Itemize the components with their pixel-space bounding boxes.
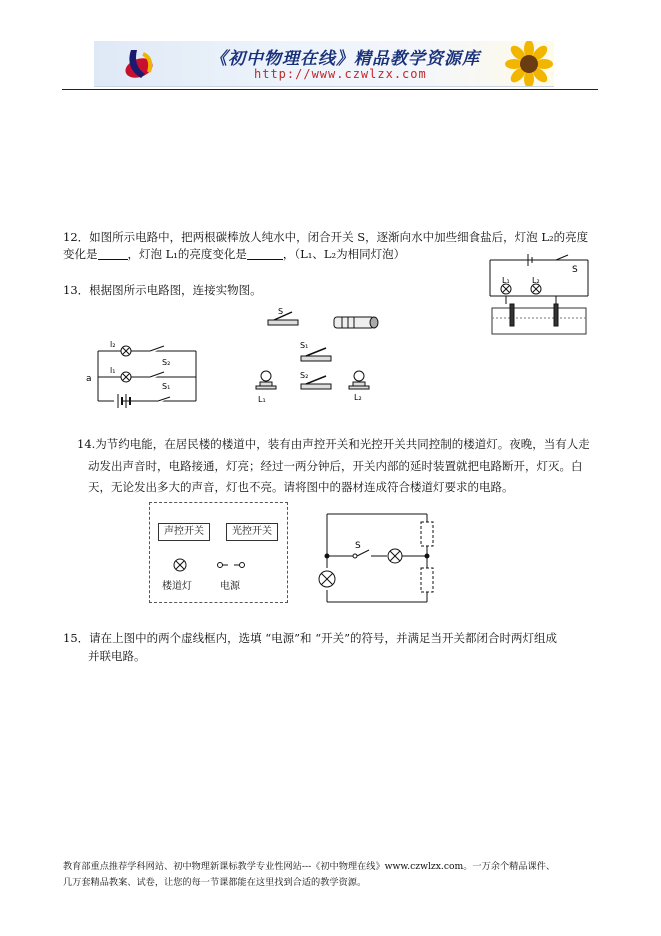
q13-circuit-label-l1: l₁ [110,366,116,375]
q13-circuit-label-s2: S₂ [162,358,171,367]
light-switch-box [226,523,278,541]
q13-physical-label-s2: S₂ [300,371,309,380]
q14-circuit-figure [315,508,435,608]
power-symbol-icon [216,559,246,571]
q12-blank-2[interactable] [247,246,283,260]
q15-line2: 并联电路。 [88,649,146,663]
footer-line1: 教育部重点推荐学科网站、初中物理新课标教学专业性网站---《初中物理在线》www.czwlzx.com。一万余个精品课件、 [63,861,556,872]
power-label: 电源 [220,581,240,592]
q14-label-s: S [355,541,361,551]
q13-circuit-label-s1: S₁ [162,382,171,391]
q14-line1: 14.为节约电能，在居民楼的楼道中，装有由声控开关和光控开关共同控制的楼道灯。夜晚，当有人走 [77,437,590,451]
page-footer [63,859,603,891]
q12-text-b: ，灯泡 L₁的亮度变化是 [127,247,247,261]
q13-physical-components [246,306,396,406]
q12-label-s: S [572,265,578,275]
q14-component-box [149,502,288,603]
sound-switch-label: 声控开关 [164,526,204,537]
q13-text: 13．根据图所示电路图，连接实物图。 [63,283,262,297]
q12-label-l2: L₂ [532,276,540,285]
q12-circuit-figure [484,252,594,336]
q13-physical-label-s1: S₁ [300,341,309,350]
footer-line2: 几万套精品教案、试卷，让您的每一节课都能在这里找到合适的教学资源。 [63,877,367,888]
lamp-label: 楼道灯 [162,581,192,592]
q15-line1: 15．请在上图中的两个虚线框内，选填 “电源”和 “开关”的符号，并满足当开关都闭合时两灯组成 [63,631,557,645]
banner-url[interactable]: http://www.czwlzx.com [254,67,427,81]
q12-line2 [63,243,405,265]
banner-title: 《初中物理在线》精品教学资源库 [210,49,480,69]
light-switch-label: 光控开关 [232,526,272,537]
q12-line1: 12．如图所示电路中，把两根碳棒放人纯水中，闭合开关 S，逐渐向水中加些细食盐后，灯泡 L₂的亮度 [63,230,589,244]
logo-icon [119,44,159,84]
q14-line3: 天，无论发出多大的声音，灯也不亮。请将图中的器材连成符合楼道灯要求的电路。 [88,480,514,494]
header-rule [62,89,598,90]
q12-text-a: 变化是 [63,247,98,261]
q12-text-c: ，（L₁、L₂为相同灯泡） [282,247,406,261]
header-banner [94,41,554,87]
q13-physical-label-l1: L₁ [258,395,266,404]
q13-circuit-label-a: a [86,374,92,384]
q13-physical-label-s: S [278,307,284,316]
q13-circuit-label-l2: l₂ [110,340,116,349]
q14-line2: 动发出声音时，电路接通，灯亮；经过一两分钟后，开关内部的延时装置就把电路断开，灯灭。白 [88,459,583,473]
sunflower-icon [504,41,554,86]
q12-blank-1[interactable] [98,246,128,260]
q13-physical-label-l2: L₂ [354,393,362,402]
q13-circuit-diagram [84,335,204,415]
q12-label-l1: L₁ [502,276,510,285]
lamp-symbol-icon [172,557,188,573]
sound-switch-box [158,523,210,541]
